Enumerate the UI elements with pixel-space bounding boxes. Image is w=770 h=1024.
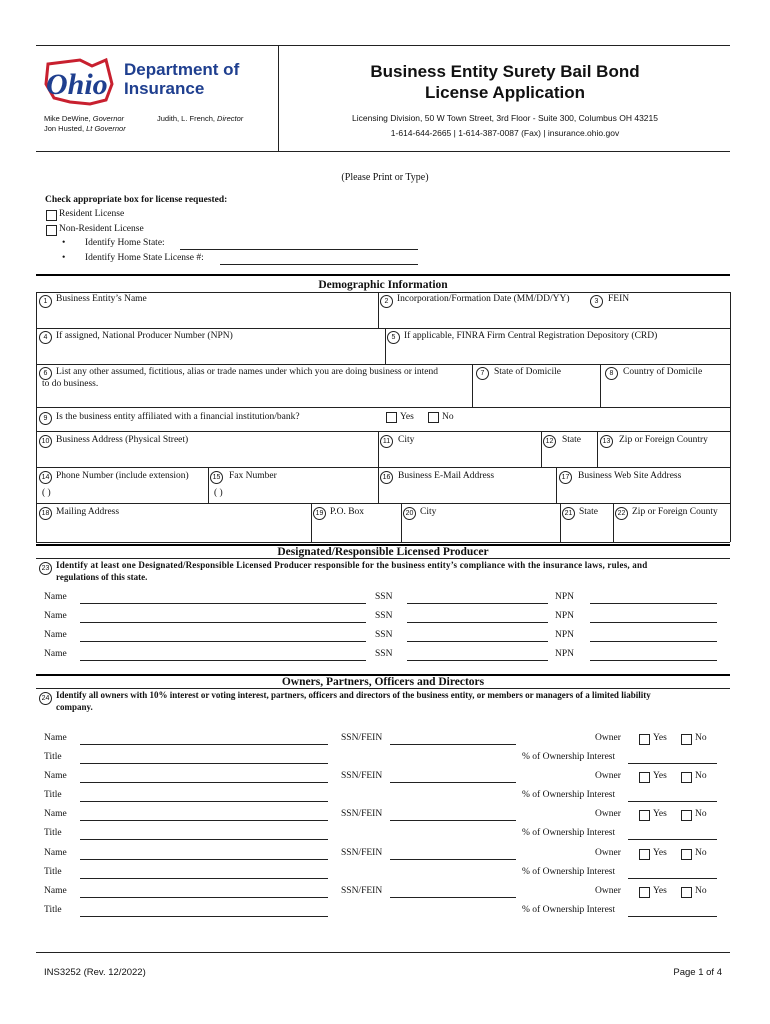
producer-npn-label: NPN [555,611,575,621]
field-number: 11 [380,435,393,448]
city-label: City [398,435,415,445]
producer-title: Designated/Responsible Licensed Producer [277,546,489,558]
mailing-address-label: Mailing Address [56,507,120,517]
fax-label: Fax Number [229,471,277,481]
trade-names-label-2: to do business. [42,379,99,389]
field-number: 12 [543,435,556,448]
ownership-pct-label: % of Ownership Interest [522,867,616,877]
owner-name-input[interactable] [80,782,328,783]
producer-ssn-label: SSN [375,611,393,621]
producer-npn-label: NPN [555,649,575,659]
field-number: 8 [605,367,618,380]
ownership-pct-input[interactable] [628,878,717,879]
owner-title-label: Title [44,867,62,877]
email-label: Business E-Mail Address [398,471,495,481]
field-number: 7 [476,367,489,380]
form-title: Business Entity Surety Bail Bond License Application [370,62,640,102]
org-name: Department of Insurance [124,60,240,98]
owners-instructions-2: company. [56,702,93,712]
producer-npn-input[interactable] [590,622,717,623]
owner-title-label: Title [44,790,62,800]
fein-label: FEIN [608,294,630,304]
ownership-pct-input[interactable] [628,763,717,764]
owner-ssnfein-input[interactable] [390,897,516,898]
mailing-city-label: City [420,507,437,517]
owner-yes-label: Yes [653,771,667,781]
home-license-label: Identify Home State License #: [85,253,204,263]
owner-ssnfein-label: SSN/FEIN [341,809,383,819]
owner-no-label: No [695,886,707,896]
bullet: • [62,253,66,263]
npn-label: If assigned, National Producer Number (NPN) [56,331,233,341]
owner-no-label: No [695,771,707,781]
producer-npn-input[interactable] [590,660,717,661]
field-number: 4 [39,331,52,344]
field-number: 9 [39,412,52,425]
owner-title-input[interactable] [80,801,328,802]
owner-ssnfein-label: SSN/FEIN [341,733,383,743]
producer-name-label: Name [44,649,67,659]
affiliated-yes-checkbox[interactable] [386,412,397,423]
non-resident-checkbox[interactable] [46,225,57,236]
crd-label: If applicable, FINRA Firm Central Registration Depository (CRD) [404,331,658,341]
owner-name-label: Name [44,809,67,819]
resident-checkbox[interactable] [46,210,57,221]
owner-ssnfein-label: SSN/FEIN [341,886,383,896]
owner-ssnfein-input[interactable] [390,859,516,860]
fax-area[interactable]: ( ) [214,488,223,498]
owner-title-input[interactable] [80,916,328,917]
field-number: 5 [387,331,400,344]
owner-label: Owner [595,809,621,819]
home-state-input[interactable] [180,249,418,250]
owner-yes-checkbox[interactable] [639,887,650,898]
owner-no-label: No [695,848,707,858]
ownership-pct-label: % of Ownership Interest [522,790,616,800]
address: Licensing Division, 50 W Town Street, 3rd Floor - Suite 300, Columbus OH 43215 [352,113,658,123]
owner-name-input[interactable] [80,820,328,821]
owner-yes-label: Yes [653,809,667,819]
producer-ssn-label: SSN [375,630,393,640]
producer-npn-label: NPN [555,630,575,640]
bullet: • [62,238,66,248]
owner-no-checkbox[interactable] [681,849,692,860]
check-label: Check appropriate box for license requested: [45,195,228,205]
owner-ssnfein-input[interactable] [390,820,516,821]
affiliated-no-checkbox[interactable] [428,412,439,423]
owner-name-label: Name [44,848,67,858]
field-number: 24 [39,692,52,705]
owner-ssnfein-label: SSN/FEIN [341,771,383,781]
home-license-input[interactable] [220,264,418,265]
producer-name-input[interactable] [80,641,366,642]
affiliated-no-label: No [442,412,454,422]
owner-title-input[interactable] [80,763,328,764]
field-number: 13 [600,435,613,448]
producer-name-input[interactable] [80,603,366,604]
director-line: Judith, L. French, Director [157,114,244,123]
owner-yes-checkbox[interactable] [639,849,650,860]
owner-no-label: No [695,809,707,819]
owner-no-checkbox[interactable] [681,887,692,898]
trade-names-label: List any other assumed, fictitious, alias or trade names under which you are doing business or intend [56,367,439,377]
state-domicile-label: State of Domicile [494,367,562,377]
ownership-pct-label: % of Ownership Interest [522,905,616,915]
country-domicile-label: Country of Domicile [623,367,703,377]
owner-name-label: Name [44,771,67,781]
affiliated-label: Is the business entity affiliated with a financial institution/bank? [56,412,300,422]
phone-area[interactable]: ( ) [42,488,51,498]
producer-instructions-2: regulations of this state. [56,572,148,582]
mailing-state-label: State [579,507,598,517]
owner-yes-label: Yes [653,886,667,896]
entity-name-label: Business Entity’s Name [56,294,147,304]
owner-name-input[interactable] [80,897,328,898]
field-number: 22 [615,507,628,520]
logo-text: Ohio [46,68,108,101]
producer-ssn-input[interactable] [407,603,548,604]
owner-title-label: Title [44,905,62,915]
owner-yes-label: Yes [653,848,667,858]
producer-name-label: Name [44,592,67,602]
owner-name-input[interactable] [80,744,328,745]
producer-name-label: Name [44,630,67,640]
print-note: (Please Print or Type) [341,172,429,183]
producer-ssn-input[interactable] [407,641,548,642]
owner-no-checkbox[interactable] [681,810,692,821]
field-number: 2 [380,295,393,308]
producer-npn-input[interactable] [590,603,717,604]
ohio-logo [40,54,118,110]
ownership-pct-label: % of Ownership Interest [522,752,616,762]
owner-no-checkbox[interactable] [681,772,692,783]
producer-npn-label: NPN [555,592,575,602]
producer-ssn-input[interactable] [407,622,548,623]
owner-ssnfein-label: SSN/FEIN [341,848,383,858]
affiliated-yes-label: Yes [400,412,414,422]
owner-title-label: Title [44,828,62,838]
field-number: 17 [559,471,572,484]
field-number: 19 [313,507,326,520]
phone-label: Phone Number (include extension) [56,471,189,481]
owners-title: Owners, Partners, Officers and Directors [281,676,485,688]
field-number: 20 [403,507,416,520]
form-id: INS3252 (Rev. 12/2022) [44,967,146,978]
owner-title-label: Title [44,752,62,762]
zip-label: Zip or Foreign Country [619,435,708,445]
producer-instructions: Identify at least one Designated/Responsible Licensed Producer responsible for the business entity’s compliance with the insurance laws, rules, and [56,560,648,570]
website-label: Business Web Site Address [578,471,682,481]
field-number: 16 [380,471,393,484]
demographic-bar [36,274,730,276]
field-number: 10 [39,435,52,448]
po-box-label: P.O. Box [330,507,365,517]
field-number: 23 [39,562,52,575]
owners-instructions: Identify all owners with 10% interest or voting interest, partners, officers and directors of the business entity, or members or managers of a limited liability [56,690,651,700]
owner-ssnfein-input[interactable] [390,782,516,783]
owner-label: Owner [595,733,621,743]
page-number: Page 1 of 4 [673,967,722,978]
owner-name-input[interactable] [80,859,328,860]
owner-ssnfein-input[interactable] [390,744,516,745]
owner-name-label: Name [44,733,67,743]
producer-ssn-label: SSN [375,649,393,659]
non-resident-label: Non-Resident License [59,224,144,234]
producer-npn-input[interactable] [590,641,717,642]
field-number: 14 [39,471,52,484]
owner-label: Owner [595,771,621,781]
owner-no-checkbox[interactable] [681,734,692,745]
owner-yes-checkbox[interactable] [639,810,650,821]
owner-no-label: No [695,733,707,743]
resident-label: Resident License [59,209,125,219]
producer-ssn-input[interactable] [407,660,548,661]
owner-title-input[interactable] [80,839,328,840]
governor-line: Mike DeWine, Governor Jon Husted, Lt Governor [44,114,126,133]
owner-yes-label: Yes [653,733,667,743]
demographic-title: Demographic Information [318,279,448,291]
owner-label: Owner [595,886,621,896]
producer-ssn-label: SSN [375,592,393,602]
ownership-pct-input[interactable] [628,839,717,840]
ownership-pct-input[interactable] [628,916,717,917]
owner-label: Owner [595,848,621,858]
mailing-zip-label: Zip or Foreign County [632,507,718,517]
producer-name-label: Name [44,611,67,621]
owner-title-input[interactable] [80,878,328,879]
field-number: 21 [562,507,575,520]
contact-line: 1-614-644-2665 | 1-614-387-0087 (Fax) | insurance.ohio.gov [390,128,620,138]
field-number: 1 [39,295,52,308]
ownership-pct-input[interactable] [628,801,717,802]
owner-yes-checkbox[interactable] [639,734,650,745]
ownership-pct-label: % of Ownership Interest [522,828,616,838]
producer-name-input[interactable] [80,660,366,661]
formation-date-label: Incorporation/Formation Date (MM/DD/YY) [397,294,570,304]
field-number: 6 [39,367,52,380]
business-address-label: Business Address (Physical Street) [56,435,189,445]
owner-yes-checkbox[interactable] [639,772,650,783]
producer-name-input[interactable] [80,622,366,623]
state-label: State [562,435,581,445]
home-state-label: Identify Home State: [85,238,165,248]
field-number: 15 [210,471,223,484]
field-number: 18 [39,507,52,520]
field-number: 3 [590,295,603,308]
owner-name-label: Name [44,886,67,896]
